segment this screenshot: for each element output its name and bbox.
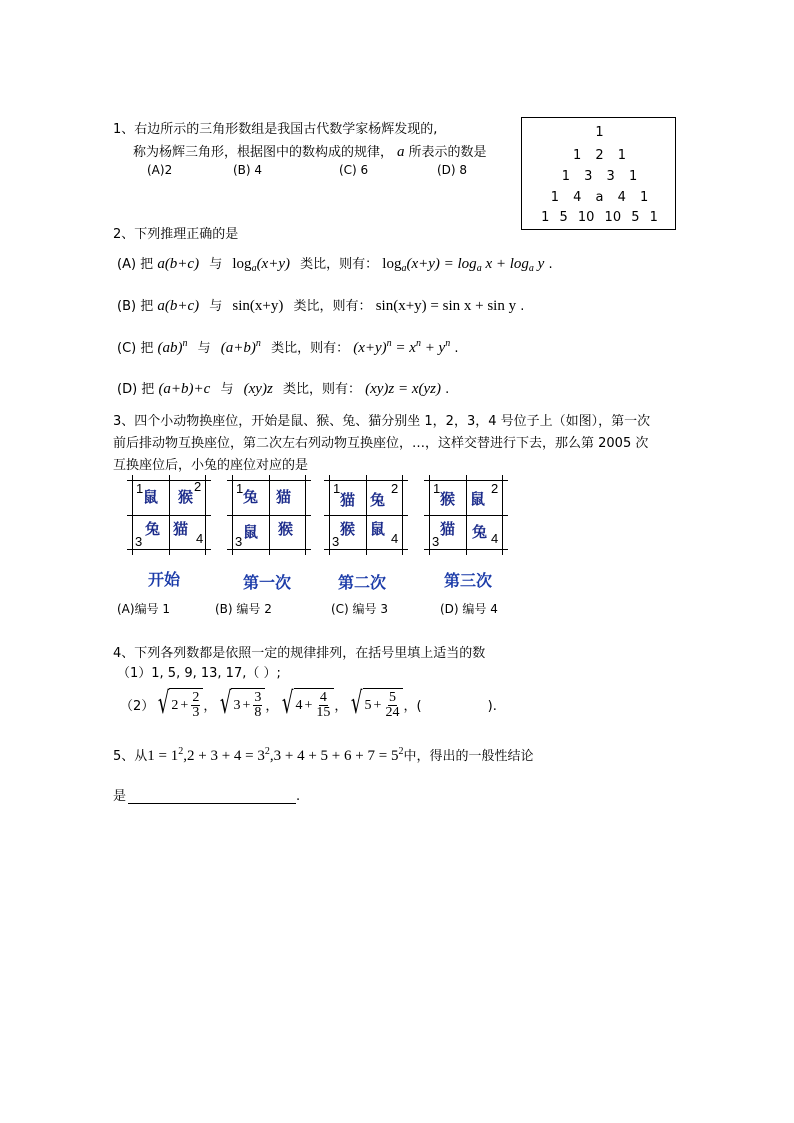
plus-sign: + — [304, 697, 313, 713]
q3-line2: 前后排动物互换座位，第二次左右列动物互换座位，…，这样交替进行下去，那么第 2005 次 — [113, 436, 649, 451]
seat-number-3: 3 — [235, 534, 243, 549]
q2c-rsup1: n — [386, 338, 392, 349]
seat-grid-third — [429, 480, 503, 550]
q4-term-2-num: 3 — [254, 690, 262, 705]
q4-part2-label: （2） — [120, 698, 155, 714]
q1-line2-text: 称为杨辉三角形，根据图中的数构成的规律， — [133, 145, 394, 160]
q4-separator: ， — [265, 698, 279, 714]
q2a-m2: log — [232, 256, 252, 272]
seat-grid-start — [132, 480, 206, 550]
q5-line2 — [113, 785, 300, 804]
q2a-label: (A) 把 — [117, 257, 154, 272]
grid-start-cell-4: 猫 — [173, 520, 189, 538]
q2d-m2: (xy)z — [243, 381, 273, 397]
yanghui-triangle-box — [521, 117, 676, 230]
plus-sign: + — [373, 697, 382, 713]
q4-term-1-whole: 2 — [171, 697, 179, 713]
triangle-row-5: 1 5 10 10 5 1 — [541, 210, 658, 225]
seat-number-2: 2 — [491, 481, 499, 496]
q2d-w1: 与 — [220, 382, 234, 397]
q4-term-3-den: 15 — [316, 705, 331, 720]
q5-sup-a: 2 — [178, 746, 184, 757]
q2a-rsub3: a — [528, 263, 534, 274]
q2d-w2: 类比，则有： — [282, 382, 361, 397]
q2c-res3: + y — [420, 340, 446, 356]
q5-formula-b: ,2 + 3 + 4 = 3 — [183, 748, 265, 764]
seat-number-3: 3 — [332, 534, 340, 549]
grid-first-cell-1: 兔 — [243, 488, 259, 506]
q2b-m2: sin(x+y) — [232, 298, 284, 314]
q4-term-3: √ 4 + $\frac{4}{15}$ — [278, 688, 334, 720]
q3-option-d: (D) 编号 4 — [440, 602, 498, 616]
q4-term-1-den: 3 — [192, 705, 200, 720]
q2-option-c — [117, 337, 459, 357]
q1-option-c: (C) 6 — [339, 163, 369, 177]
q4-term-4: √ 5 + $\frac{5}{24}$ — [347, 688, 403, 720]
q4-separator: ， — [334, 698, 348, 714]
seat-number-2: 2 — [391, 481, 399, 496]
q4-term-1: √ 2 + $\frac{2}{3}$ — [154, 688, 203, 720]
grid-start-cell-2: 猴 — [178, 488, 194, 506]
grid-second-cell-4: 鼠 — [370, 520, 386, 538]
q4-separator: ， — [203, 698, 217, 714]
q3-line3: 互换座位后，小兔的座位对应的是 — [113, 458, 309, 473]
q4-term-1-num: 2 — [192, 690, 200, 705]
q2d-label: (D) 把 — [117, 382, 155, 397]
triangle-row-1: 1 — [595, 125, 604, 140]
q3-line1: 3、四个小动物换座位，开始是鼠、猴、兔、猫分别坐 1，2，3，4 号位子上（如图），第一次 — [113, 414, 651, 429]
q2d-m1: (a+b)+c — [158, 381, 211, 397]
seat-number-1: 1 — [136, 481, 144, 496]
grid-third-caption: 第三次 — [443, 571, 492, 590]
grid-first-caption: 第一次 — [242, 573, 291, 592]
q2b-w2: 类比，则有： — [293, 299, 372, 314]
grid-second-cell-1: 猫 — [340, 491, 356, 509]
seat-number-4: 4 — [391, 531, 399, 546]
q2a-res4: y — [533, 256, 545, 272]
q2a-m2b: (x+y) — [256, 256, 290, 272]
q4-term-2-den: 8 — [254, 705, 262, 720]
q2-option-d — [117, 378, 449, 398]
q2c-rsup3: n — [445, 338, 451, 349]
q2a-res2: (x+y) = log — [406, 256, 477, 272]
q1-line1: 1、右边所示的三角形数组是我国古代数学家杨辉发现的, — [113, 122, 438, 137]
seat-number-4: 4 — [491, 531, 499, 546]
q5-pre: 5、从 — [113, 749, 148, 764]
seat-number-3: 3 — [432, 534, 440, 549]
q1-line2 — [133, 141, 487, 161]
q4-answer-blank: ，( ). — [403, 698, 497, 714]
q5-line1 — [113, 745, 533, 765]
q1-option-a: (A)2 — [147, 163, 173, 177]
q2a-rsub1: a — [401, 263, 407, 274]
q4-term-2-whole: 3 — [233, 697, 241, 713]
q2c-rsup2: n — [415, 338, 421, 349]
q2a-res3: x + log — [481, 256, 529, 272]
q2c-m2sup: n — [255, 338, 261, 349]
q2-stem: 2、下列推理正确的是 — [113, 227, 239, 242]
grid-third-cell-2: 鼠 — [470, 490, 486, 508]
q2a-end: . — [548, 257, 553, 272]
q2c-w2: 类比，则有： — [271, 341, 350, 356]
q5-formula-a: 1 = 1 — [147, 748, 179, 764]
q2b-w1: 与 — [209, 299, 223, 314]
q4-term-2: √ 3 + $\frac{3}{8}$ — [216, 688, 265, 720]
q2a-res: log — [382, 256, 402, 272]
q5-sup-c: 2 — [398, 746, 404, 757]
grid-first-cell-2: 猫 — [276, 488, 292, 506]
q4-stem: 4、下列各列数都是依照一定的规律排列，在括号里填上适当的数 — [113, 646, 486, 661]
seat-number-2: 2 — [194, 479, 202, 494]
q2a-w1: 与 — [209, 257, 223, 272]
grid-second-cell-3: 猴 — [340, 520, 356, 538]
q5-post: 中，得出的一般性结论 — [403, 749, 534, 764]
q2a-m1: a(b+c) — [157, 256, 200, 272]
plus-sign: + — [180, 697, 189, 713]
plus-sign: + — [242, 697, 251, 713]
q1-option-b: (B) 4 — [233, 163, 263, 177]
q2d-end: . — [445, 382, 450, 397]
grid-first-cell-4: 猴 — [278, 520, 294, 538]
q2a-rsub2: a — [476, 263, 482, 274]
seat-grid-second — [329, 480, 403, 550]
q2-option-b — [117, 295, 524, 315]
q2c-end: . — [454, 341, 459, 356]
q4-part2 — [120, 688, 497, 720]
seat-number-1: 1 — [333, 481, 341, 496]
q2c-m2: (a+b) — [220, 340, 256, 356]
seat-number-4: 4 — [196, 531, 204, 546]
q5-period: . — [296, 789, 301, 804]
grid-third-cell-4: 兔 — [472, 523, 488, 541]
seat-number-3: 3 — [135, 534, 143, 549]
seat-grid-first — [232, 480, 306, 550]
q2b-res: sin(x+y) = sin x + sin y — [375, 298, 517, 314]
q4-term-3-whole: 4 — [295, 697, 303, 713]
q5-formula-c: ,3 + 4 + 5 + 6 + 7 = 5 — [269, 748, 399, 764]
grid-start-cell-1: 鼠 — [143, 488, 159, 506]
q4-term-4-num: 5 — [388, 690, 396, 705]
q4-term-3-num: 4 — [319, 690, 327, 705]
grid-third-cell-3: 猫 — [440, 520, 456, 538]
q2-option-a — [117, 253, 553, 274]
q2a-w2: 类比，则有： — [300, 257, 379, 272]
q2a-m2sub: a — [251, 263, 257, 274]
q1-option-d: (D) 8 — [437, 163, 468, 177]
q1-line2-text-b: 所表示的数是 — [408, 145, 487, 160]
grid-second-caption: 第二次 — [337, 573, 386, 592]
q3-option-b: (B) 编号 2 — [215, 602, 272, 616]
q2c-m1: (ab) — [157, 340, 183, 356]
triangle-row-4: 1 4 a 4 1 — [550, 190, 649, 205]
grid-first-cell-3: 鼠 — [243, 523, 259, 541]
q5-line2-text: 是 — [113, 789, 127, 804]
q5-sup-b: 2 — [264, 746, 270, 757]
seat-number-1: 1 — [236, 481, 244, 496]
q4-term-4-den: 24 — [385, 705, 400, 720]
q2c-res: (x+y) — [353, 340, 387, 356]
q3-option-a: (A)编号 1 — [117, 602, 171, 616]
q1-var: a — [397, 144, 405, 160]
grid-third-cell-1: 猴 — [440, 490, 456, 508]
q2b-m1: a(b+c) — [157, 298, 200, 314]
q2b-label: (B) 把 — [117, 299, 154, 314]
q2b-end: . — [520, 299, 525, 314]
q2c-label: (C) 把 — [117, 341, 154, 356]
triangle-row-2: 1 2 1 — [572, 148, 627, 163]
q2c-w1: 与 — [197, 341, 211, 356]
q4-term-4-whole: 5 — [364, 697, 372, 713]
grid-start-cell-3: 兔 — [145, 520, 161, 538]
grid-start-caption: 开始 — [147, 570, 180, 589]
seat-number-1: 1 — [433, 481, 441, 496]
q2c-res2: = x — [391, 340, 416, 356]
q2c-m1sup: n — [182, 338, 188, 349]
q2d-res: (xy)z = x(yz) — [365, 381, 442, 397]
triangle-row-3: 1 3 3 1 — [561, 169, 638, 184]
q4-part1: （1）1, 5, 9, 13, 17,（ ）; — [117, 666, 281, 681]
q3-option-c: (C) 编号 3 — [331, 602, 389, 616]
grid-second-cell-2: 兔 — [370, 491, 386, 509]
q5-answer-blank[interactable] — [128, 790, 296, 804]
